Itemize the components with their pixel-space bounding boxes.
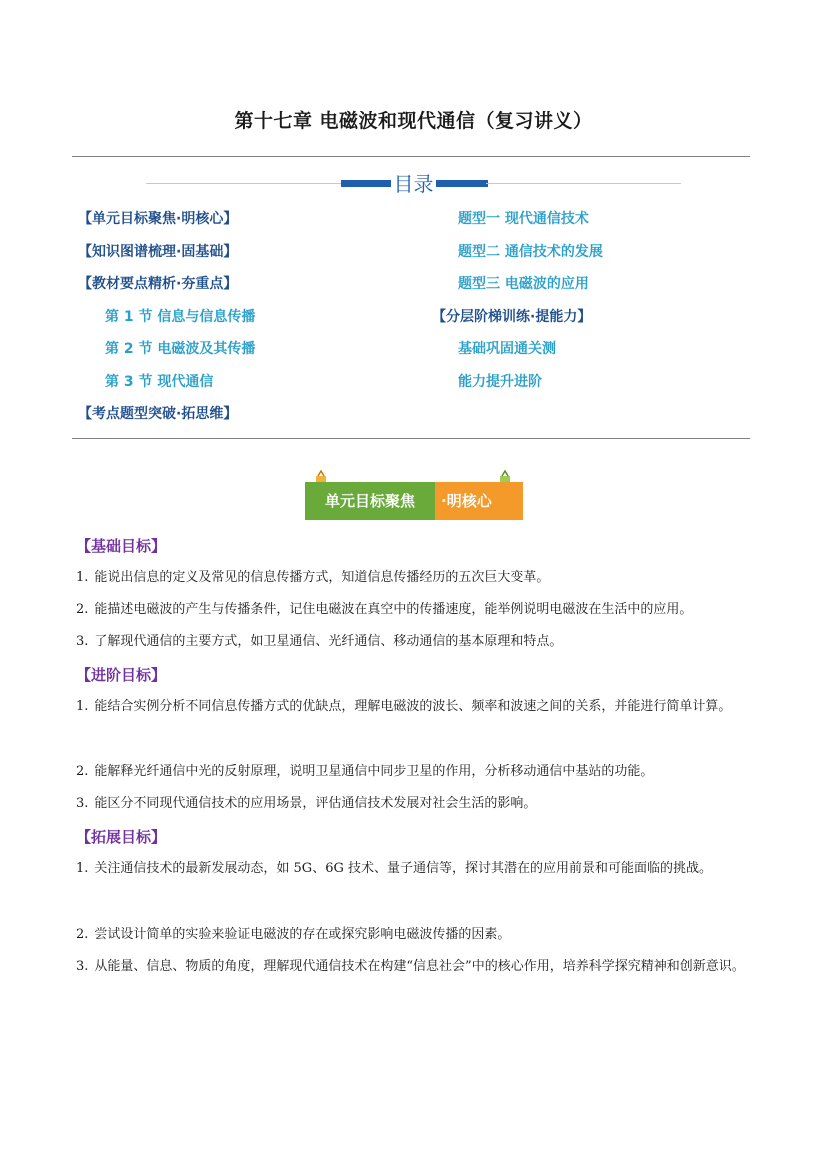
list-item — [76, 594, 766, 626]
section-banner — [305, 470, 523, 522]
toc-item[interactable]: 能力提升进阶 — [458, 374, 542, 390]
item-text: 尝试设计简单的实验来验证电磁波的存在或探究影响电磁波传播的因素。 — [94, 927, 511, 942]
list-item — [76, 788, 756, 820]
page-title: 第十七章 电磁波和现代通信（复习讲义） — [234, 110, 593, 132]
toc-item[interactable]: 【单元目标聚焦·明核心】 — [78, 211, 238, 227]
toc-item[interactable]: 第 3 节 现代通信 — [105, 374, 214, 390]
item-number: 1. — [76, 570, 89, 585]
list-item — [76, 951, 756, 983]
list-item — [76, 562, 756, 594]
item-number: 3. — [76, 634, 89, 649]
item-text: 能描述电磁波的产生与传播条件，记住电磁波在真空中的传播速度，能举例说明电磁波在生活中的应用。 — [94, 602, 693, 617]
toc-item[interactable]: 题型一 现代通信技术 — [458, 211, 589, 227]
item-number: 1. — [76, 699, 89, 714]
toc-item[interactable]: 第 1 节 信息与信息传播 — [105, 309, 256, 325]
item-text: 能区分不同现代通信技术的应用场景，评估通信技术发展对社会生活的影响。 — [94, 796, 537, 811]
toc-label: 目录 — [393, 172, 434, 196]
item-text: 从能量、信息、物质的角度，理解现代通信技术在构建“信息社会”中的核心作用，培养科学探究精神和创新意识。 — [94, 959, 745, 974]
item-text: 了解现代通信的主要方式，如卫星通信、光纤通信、移动通信的基本原理和特点。 — [94, 634, 563, 649]
item-number: 2. — [76, 764, 89, 779]
list-item — [76, 626, 756, 658]
list-item — [76, 691, 756, 723]
item-number: 2. — [76, 927, 89, 942]
toc-item[interactable]: 【考点题型突破·拓思维】 — [78, 406, 238, 422]
toc-line-left — [146, 183, 341, 184]
section-heading: 【拓展目标】 — [76, 828, 167, 846]
item-text: 能解释光纤通信中光的反射原理，说明卫星通信中同步卫星的作用，分析移动通信中基站的功能。 — [94, 764, 654, 779]
list-item — [76, 919, 756, 951]
item-number: 1. — [76, 861, 89, 876]
toc-line-right — [486, 183, 681, 184]
item-number: 3. — [76, 959, 89, 974]
section-heading: 【基础目标】 — [76, 537, 167, 555]
toc-item[interactable]: 题型二 通信技术的发展 — [458, 244, 603, 260]
toc-item[interactable]: 基础巩固通关测 — [458, 341, 556, 357]
item-text: 能结合实例分析不同信息传播方式的优缺点，理解电磁波的波长、频率和波速之间的关系，并能进行简单计算。 — [94, 699, 732, 714]
toc-bar-right — [436, 180, 488, 187]
banner-label-main: 单元目标聚焦 — [305, 482, 435, 520]
item-number: 2. — [76, 602, 89, 617]
toc-item[interactable]: 【分层阶梯训练·提能力】 — [432, 309, 592, 325]
item-number: 3. — [76, 796, 89, 811]
item-text: 能说出信息的定义及常见的信息传播方式，知道信息传播经历的五次巨大变革。 — [94, 570, 550, 585]
list-item — [76, 853, 756, 885]
toc-item[interactable]: 【知识图谱梳理·固基础】 — [78, 244, 238, 260]
item-text: 关注通信技术的最新发展动态，如 5G、6G 技术、量子通信等，探讨其潜在的应用前景和可能面临的挑战。 — [94, 861, 712, 876]
divider-top — [72, 156, 750, 157]
section-heading: 【进阶目标】 — [76, 666, 167, 684]
list-item — [76, 756, 756, 788]
toc-header — [146, 168, 681, 196]
toc-bar-left — [341, 180, 391, 187]
toc-item[interactable]: 【教材要点精析·夯重点】 — [78, 276, 238, 292]
toc-item[interactable]: 第 2 节 电磁波及其传播 — [105, 341, 256, 357]
banner-label-sub: ·明核心 — [435, 482, 523, 520]
toc-item[interactable]: 题型三 电磁波的应用 — [458, 276, 589, 292]
divider-bottom — [72, 438, 750, 439]
